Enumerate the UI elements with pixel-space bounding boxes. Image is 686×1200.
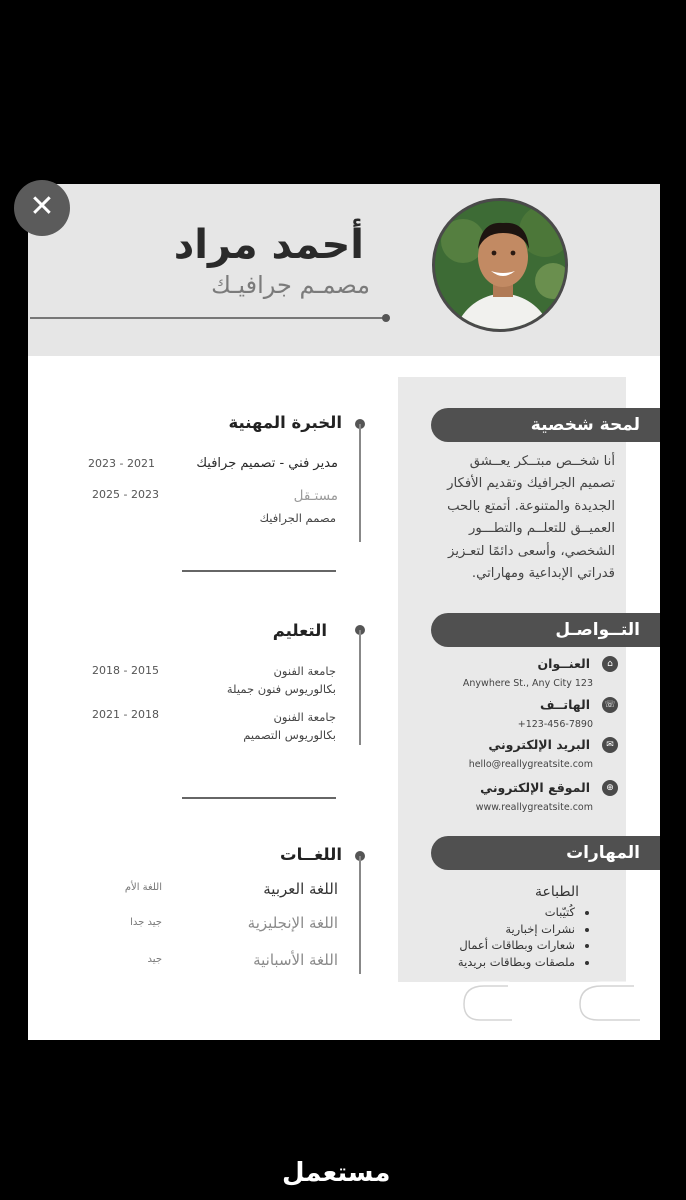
close-icon: ✕: [29, 189, 55, 224]
skills-heading: المهارات: [431, 836, 660, 870]
education-school: جامعة الفنون: [273, 710, 336, 724]
profile-text: [410, 451, 615, 585]
experience-subtitle: مصمم الجرافيك: [259, 511, 336, 525]
experience-date: 2023 - 2021: [88, 457, 155, 470]
home-icon: ⌂: [602, 656, 618, 672]
education-degree: بكالوريوس فنون جميلة: [226, 682, 336, 696]
experience-heading: الخبرة المهنية: [228, 413, 342, 432]
language-level: اللغة الأم: [124, 882, 162, 893]
skill-item: • كُتيّبات: [420, 904, 575, 921]
language-name: اللغة العربية: [263, 880, 338, 898]
languages-heading: اللغــات: [280, 845, 342, 864]
language-level: جيد جدا: [130, 917, 162, 928]
profile-line: العميــق للتعلــم والتطـــور: [469, 521, 615, 537]
contact-value: hello@reallygreatsite.com: [468, 759, 593, 770]
skills-list: [420, 904, 595, 970]
profile-line: أنا شخــص مبتــكر يعــشق: [469, 454, 615, 469]
skill-item: • ملصقات وبطاقات بريدية: [420, 954, 575, 971]
experience-role: مستـقل: [293, 488, 338, 504]
phone-icon: ☏: [602, 697, 618, 713]
experience-date: 2025 - 2023: [92, 488, 159, 501]
language-name: اللغة الأسبانية: [253, 951, 338, 969]
contact-label: العنــوان: [537, 656, 590, 671]
contact-label: الموقع الإلكتروني: [480, 780, 590, 795]
profile-heading: لمحة شخصية: [431, 408, 660, 442]
email-icon: ✉: [602, 737, 618, 753]
contact-value: www.reallygreatsite.com: [475, 802, 593, 813]
languages-timeline: [359, 856, 361, 974]
contact-item-website: [410, 780, 618, 813]
profile-photo: [435, 201, 568, 332]
skill-item: • نشرات إخبارية: [420, 921, 575, 938]
app-logo: مستعمل: [282, 1158, 391, 1188]
experience-role: مدير فني - تصميم جرافيك: [196, 456, 338, 471]
profile-line: الشخصي، وأسعى دائمًا لتعـزيز: [448, 543, 615, 559]
education-school: جامعة الفنون: [273, 664, 336, 678]
profile-line: تصميم الجرافيك وتقديم الأفكار: [447, 476, 615, 492]
language-name: اللغة الإنجليزية: [247, 914, 338, 932]
profile-line: الجديدة والمتنوعة. أتمتع بالحب: [447, 498, 615, 514]
close-button[interactable]: [14, 180, 70, 236]
section-divider: [182, 797, 336, 799]
experience-timeline: [359, 424, 361, 542]
skills-category: الطباعة: [535, 884, 579, 900]
contact-value: +123-456-7890: [517, 719, 593, 730]
contact-label: البريد الإلكتروني: [488, 737, 590, 752]
header-divider: [30, 317, 386, 319]
candidate-title: مصمـم جرافيـك: [211, 271, 370, 299]
contact-item-phone: [410, 697, 618, 730]
haraj-watermark-logo: [372, 972, 668, 1030]
contact-label: الهاتــف: [539, 697, 590, 712]
contact-value: Anywhere St., Any City 123: [462, 678, 593, 689]
header-divider-dot: [382, 314, 390, 322]
education-date: 2018 - 2015: [92, 664, 159, 677]
education-heading: التعليم: [272, 621, 327, 640]
education-date: 2021 - 2018: [92, 708, 159, 721]
contact-heading: التــواصـل: [431, 613, 660, 647]
contact-item-address: [410, 656, 618, 689]
language-level: جيد: [147, 954, 162, 965]
education-degree: بكالوريوس التصميم: [243, 728, 336, 742]
section-divider: [182, 570, 336, 572]
profile-line: قدراتي الإبداعية ومهاراتي.: [471, 566, 615, 582]
globe-icon: ⊕: [602, 780, 618, 796]
avatar: [432, 198, 568, 332]
contact-item-email: [410, 737, 618, 770]
education-timeline: [359, 630, 361, 745]
candidate-name: أحمد مراد: [173, 222, 364, 268]
skill-item: • شعارات وبطاقات أعمال: [420, 937, 575, 954]
